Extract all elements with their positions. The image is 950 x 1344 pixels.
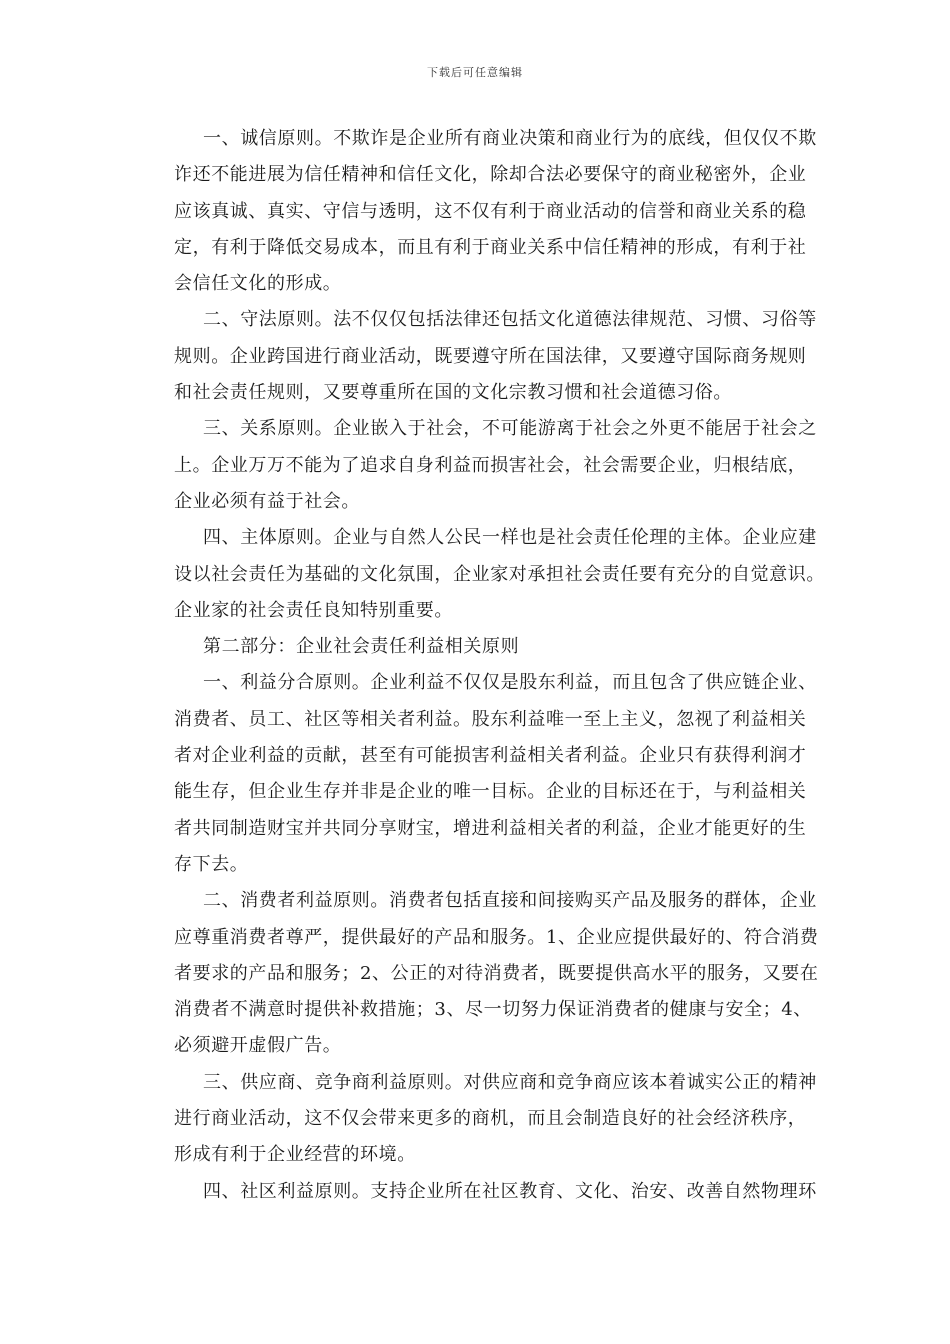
text-line: 三、供应商、竞争商利益原则。对供应商和竞争商应该本着诚实公正的精神 bbox=[203, 1071, 817, 1093]
paragraph-community bbox=[145, 1174, 817, 1210]
text-line: 定，有利于降低交易成本，而且有利于商业关系中信任精神的形成，有利于社 bbox=[174, 236, 807, 258]
text-line: 企业必须有益于社会。 bbox=[174, 490, 360, 512]
text-line: 设以社会责任为基础的文化氛围，企业家对承担社会责任要有充分的自觉意识。 bbox=[174, 563, 825, 585]
text-line: 上。企业万万不能为了追求自身利益而损害社会，社会需要企业，归根结底， bbox=[174, 454, 807, 476]
text-line: 消费者不满意时提供补救措施；3、尽一切努力保证消费者的健康与安全；4、 bbox=[174, 999, 812, 1021]
document-body bbox=[145, 121, 825, 1210]
text-line: 进行商业活动，这不仅会带来更多的商机，而且会制造良好的社会经济秩序， bbox=[174, 1108, 807, 1130]
text-line: 消费者、员工、社区等相关者利益。股东利益唯一至上主义，忽视了利益相关 bbox=[174, 708, 807, 730]
paragraph-law bbox=[145, 302, 817, 411]
text-line: 规则。企业跨国进行商业活动，既要遵守所在国法律，又要遵守国际商务规则 bbox=[174, 345, 807, 367]
text-line: 者对企业利益的贡献，甚至有可能损害利益相关者利益。企业只有获得利润才 bbox=[174, 745, 807, 767]
text-line: 能生存，但企业生存并非是企业的唯一目标。企业的目标还在于，与利益相关 bbox=[174, 781, 807, 803]
text-line: 四、主体原则。企业与自然人公民一样也是社会责任伦理的主体。企业应建 bbox=[203, 527, 817, 549]
paragraph-relationship bbox=[145, 411, 817, 520]
text-line: 和社会责任规则，又要尊重所在国的文化宗教习惯和社会道德习俗。 bbox=[174, 382, 732, 404]
paragraph-subject bbox=[145, 520, 825, 629]
text-line: 必须避开虚假广告。 bbox=[174, 1035, 342, 1057]
text-line: 二、消费者利益原则。消费者包括直接和间接购买产品及服务的群体，企业 bbox=[203, 890, 817, 912]
text-line: 会信任文化的形成。 bbox=[174, 273, 342, 295]
paragraph-consumer bbox=[145, 883, 819, 1064]
text-line: 应该真诚、真实、守信与透明，这不仅有利于商业活动的信誉和商业关系的稳 bbox=[174, 200, 807, 222]
paragraph-supplier bbox=[145, 1065, 817, 1174]
text-line: 三、关系原则。企业嵌入于社会，不可能游离于社会之外更不能居于社会之 bbox=[203, 418, 817, 440]
text-line: 应尊重消费者尊严，提供最好的产品和服务。1、企业应提供最好的、符合消费 bbox=[174, 926, 819, 948]
text-line: 二、守法原则。法不仅仅包括法律还包括文化道德法律规范、习惯、习俗等 bbox=[203, 309, 817, 331]
text-line: 一、利益分合原则。企业利益不仅仅是股东利益，而且包含了供应链企业、 bbox=[203, 672, 817, 694]
page-header: 下载后可任意编辑 bbox=[427, 66, 523, 79]
text-line: 形成有利于企业经营的环境。 bbox=[174, 1144, 416, 1166]
section-title: 第二部分：企业社会责任利益相关原则 bbox=[203, 636, 520, 658]
text-line: 存下去。 bbox=[174, 853, 249, 875]
section-heading bbox=[145, 629, 809, 665]
text-line: 企业家的社会责任良知特别重要。 bbox=[174, 599, 453, 621]
paragraph-integrity bbox=[145, 121, 817, 302]
text-line: 诈还不能进展为信任精神和信任文化，除却合法必要保守的商业秘密外，企业 bbox=[174, 164, 807, 186]
text-line: 者共同制造财宝并共同分享财宝，增进利益相关者的利益，企业才能更好的生 bbox=[174, 817, 807, 839]
text-line: 者要求的产品和服务；2、公正的对待消费者，既要提供高水平的服务，又要在 bbox=[174, 962, 819, 984]
text-line: 四、社区利益原则。支持企业所在社区教育、文化、治安、改善自然物理环 bbox=[203, 1180, 817, 1202]
paragraph-interest-sharing bbox=[145, 665, 817, 883]
text-line: 一、诚信原则。不欺诈是企业所有商业决策和商业行为的底线，但仅仅不欺 bbox=[203, 128, 817, 149]
